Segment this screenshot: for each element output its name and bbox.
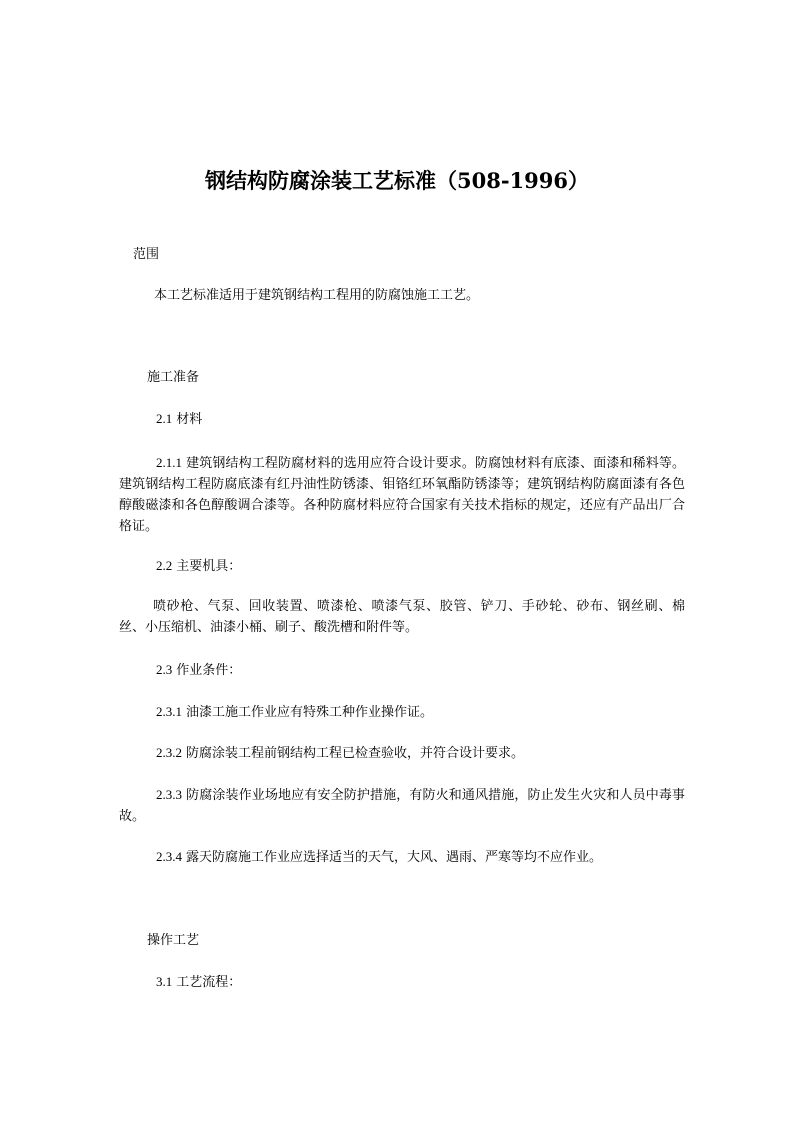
condition-item — [156, 846, 602, 868]
subsection-number: 2.2 — [156, 558, 173, 573]
subsection-heading-flow — [156, 971, 241, 993]
tools-body: 喷砂枪、气泵、回收装置、喷漆枪、喷漆气泵、胶管、铲刀、手砂轮、砂布、钢丝刷、棉丝、小压缩机、油漆小桶、刷子、酸洗槽和附件等。 — [119, 599, 685, 635]
section-heading-scope: 范围 — [133, 247, 160, 262]
subsection-heading-text: 工艺流程： — [176, 975, 242, 990]
subsection-number: 2.3 — [156, 662, 173, 677]
subsection-heading-materials — [156, 408, 202, 430]
item-text: 防腐涂装作业场地应有安全防护措施，有防火和通风措施，防止发生火灾和人员中毒事故。 — [119, 788, 685, 824]
subsection-number: 3.1 — [156, 974, 173, 989]
item-number: 2.3.1 — [156, 704, 182, 719]
subsection-heading-text: 主要机具： — [176, 559, 242, 574]
item-number: 2.3.3 — [156, 787, 182, 802]
item-text: 建筑钢结构工程防腐材料的选用应符合设计要求。防腐蚀材料有底漆、面漆和稀料等。建筑钢结构工程防腐底漆有红丹油性防锈漆、钼铬红环氧酯防锈漆等；建筑钢结构防腐面漆有各色醇酸磁漆和各色醇酸调合漆等。各种防腐材料应符合国家有关技术指标的规定，还应有产品出厂合格证。 — [119, 456, 685, 534]
item-text: 防腐涂装工程前钢结构工程已检查验收，并符合设计要求。 — [186, 746, 525, 761]
document-title: 钢结构防腐涂装工艺标准（508-1996） — [205, 168, 589, 193]
item-number: 2.3.4 — [156, 849, 182, 864]
item-number: 2.3.2 — [156, 745, 182, 760]
subsection-heading-conditions — [156, 659, 241, 681]
subsection-heading-text: 作业条件： — [176, 663, 242, 678]
item-number: 2.1.1 — [156, 455, 182, 470]
item-text: 油漆工施工作业应有特殊工种作业操作证。 — [186, 705, 434, 720]
condition-item — [119, 784, 685, 827]
scope-body: 本工艺标准适用于建筑钢结构工程用的防腐蚀施工工艺。 — [154, 288, 480, 303]
subsection-number: 2.1 — [156, 411, 173, 426]
subsection-heading-tools — [156, 555, 241, 577]
section-heading-preparation: 施工准备 — [147, 370, 200, 385]
condition-item — [156, 701, 433, 723]
subsection-heading-text: 材料 — [176, 412, 203, 427]
item-text: 露天防腐施工作业应选择适当的天气，大风、遇雨、严寒等均不应作业。 — [186, 850, 603, 865]
condition-item — [156, 742, 524, 764]
materials-item-2-1-1 — [119, 452, 685, 537]
section-heading-operation: 操作工艺 — [147, 933, 200, 948]
